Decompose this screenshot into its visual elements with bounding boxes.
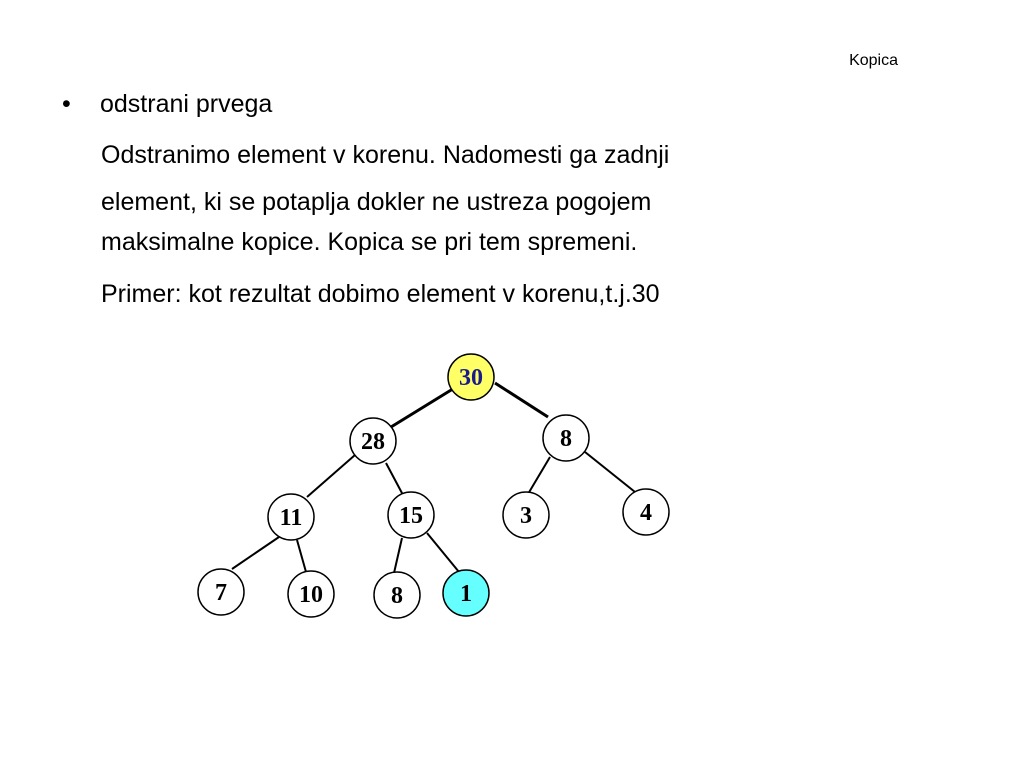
tree-edge bbox=[297, 540, 306, 572]
heap-node-label: 1 bbox=[460, 581, 472, 607]
tree-edge bbox=[585, 452, 635, 492]
tree-edge bbox=[394, 538, 402, 573]
heap-node-label: 30 bbox=[459, 365, 483, 391]
heap-node-label: 7 bbox=[215, 580, 227, 606]
heap-node-label: 10 bbox=[299, 582, 323, 608]
bullet-icon: • bbox=[62, 90, 71, 118]
heap-node-label: 3 bbox=[520, 503, 532, 529]
heap-node-label: 28 bbox=[361, 429, 385, 455]
paragraph-line: Primer: kot rezultat dobimo element v korenu,t.j.30 bbox=[101, 280, 660, 308]
heap-node-label: 15 bbox=[399, 503, 423, 529]
paragraph-line: element, ki se potaplja dokler ne ustreza pogojem bbox=[101, 188, 652, 216]
tree-edge bbox=[391, 387, 456, 427]
tree-edge bbox=[307, 455, 355, 497]
heap-node-label: 11 bbox=[279, 505, 303, 531]
heap-node-label: 8 bbox=[391, 583, 403, 609]
heap-node-label: 4 bbox=[640, 500, 652, 526]
tree-edge bbox=[232, 537, 279, 569]
tree-edges bbox=[232, 383, 635, 573]
heap-node-label: 8 bbox=[560, 426, 572, 452]
tree-edge bbox=[495, 383, 548, 417]
paragraph-line: maksimalne kopice. Kopica se pri tem spremeni. bbox=[101, 228, 638, 256]
tree-edge bbox=[386, 463, 403, 495]
tree-edge bbox=[427, 533, 459, 572]
slide-title: Kopica bbox=[849, 52, 898, 69]
paragraph-line: Odstranimo element v korenu. Nadomesti ga zadnji bbox=[101, 141, 670, 169]
tree-edge bbox=[528, 457, 550, 494]
bullet-title: odstrani prvega bbox=[100, 90, 273, 118]
